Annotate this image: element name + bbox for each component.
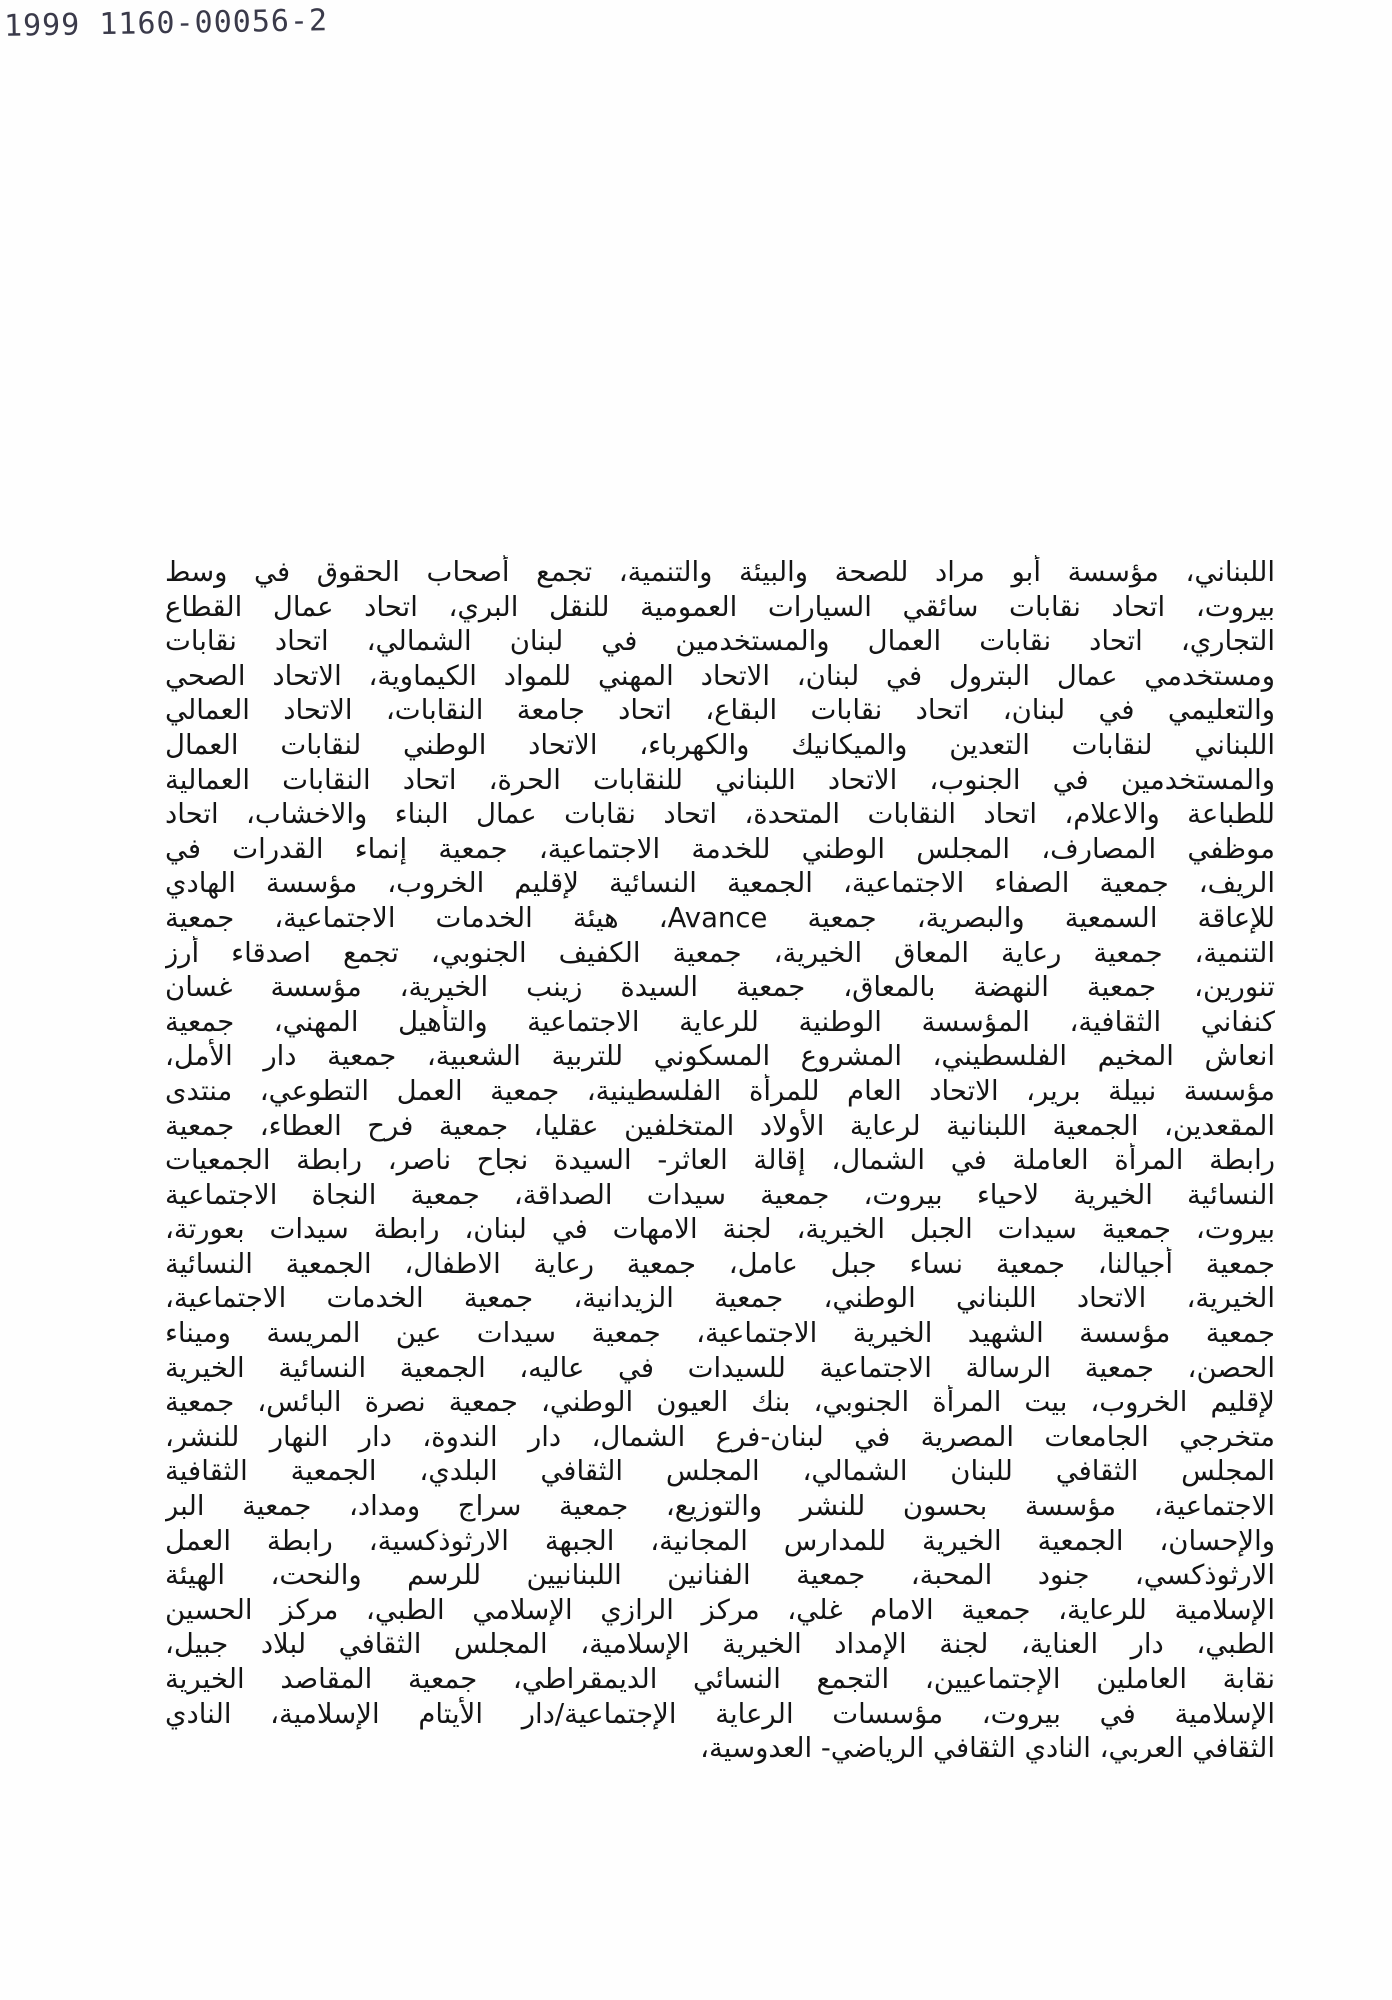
text-line: متخرجي الجامعات المصرية في لبنان-فرع الشمال، دار الندوة، دار النهار للنشر، [165, 1420, 1275, 1453]
text-line: المقعدين، الجمعية اللبنانية لرعاية الأولاد المتخلفين عقليا، جمعية فرح العطاء، جمعية [165, 1109, 1275, 1142]
text-line: التجاري، اتحاد نقابات العمال والمستخدمين في لبنان الشمالي، اتحاد نقابات [165, 625, 1275, 658]
text-line: الثقافي العربي، النادي الثقافي الرياضي- العدوسية، [700, 1732, 1275, 1765]
document-body-text [165, 555, 1275, 1766]
text-line: النسائية الخيرية لاحياء بيروت، جمعية سيدات الصداقة، جمعية النجاة الاجتماعية [165, 1178, 1275, 1211]
text-line: الطبي، دار العناية، لجنة الإمداد الخيرية الإسلامية، المجلس الثقافي لبلاد جبيل، [165, 1628, 1275, 1661]
text-line: تنورين، جمعية النهضة بالمعاق، جمعية السيدة زينب الخيرية، مؤسسة غسان [165, 971, 1275, 1004]
text-line: الإسلامية للرعاية، جمعية الامام غلي، مركز الرازي الإسلامي الطبي، مركز الحسين [165, 1593, 1275, 1626]
text-line: الإسلامية في بيروت، مؤسسات الرعاية الإجتماعية/دار الأيتام الإسلامية، النادي [165, 1697, 1275, 1730]
text-line: والتعليمي في لبنان، اتحاد نقابات البقاع، اتحاد جامعة النقابات، الاتحاد العمالي [165, 694, 1275, 727]
text-line: رابطة المرأة العاملة في الشمال، إقالة العاثر- السيدة نجاح ناصر، رابطة الجمعيات [165, 1144, 1275, 1177]
handwritten-reference-number: 1999 1160-00056-2 [3, 3, 329, 44]
text-line: الارثوذكسي، جنود المحبة، جمعية الفنانين اللبنانيين للرسم والنحت، الهيئة [165, 1559, 1275, 1592]
text-line: كنفاني الثقافية، المؤسسة الوطنية للرعاية الاجتماعية والتأهيل المهني، جمعية [165, 1005, 1275, 1038]
text-line: التنمية، جمعية رعاية المعاق الخيرية، جمعية الكفيف الجنوبي، تجمع اصدقاء أرز [165, 936, 1275, 969]
text-line: موظفي المصارف، المجلس الوطني للخدمة الاجتماعية، جمعية إنماء القدرات في [165, 832, 1275, 865]
text-line: اللبناني، مؤسسة أبو مراد للصحة والبيئة والتنمية، تجمع أصحاب الحقوق في وسط [165, 556, 1275, 588]
text-line: انعاش المخيم الفلسطيني، المشروع المسكوني للتربية الشعبية، جمعية دار الأمل، [165, 1040, 1275, 1073]
text-line: اللبناني لنقابات التعدين والميكانيك والكهرباء، الاتحاد الوطني لنقابات العمال [165, 728, 1275, 761]
text-line: جمعية أجيالنا، جمعية نساء جبل عامل، جمعية رعاية الاطفال، الجمعية النسائية [165, 1247, 1275, 1280]
text-line: المجلس الثقافي للبنان الشمالي، المجلس الثقافي البلدي، الجمعية الثقافية [165, 1455, 1275, 1488]
text-line: للإعاقة السمعية والبصرية، جمعية Avance، هيئة الخدمات الاجتماعية، جمعية [165, 901, 1275, 934]
text-line: بيروت، جمعية سيدات الجبل الخيرية، لجنة الامهات في لبنان، رابطة سيدات بعورتة، [165, 1213, 1275, 1246]
text-line: والمستخدمين في الجنوب، الاتحاد اللبناني للنقابات الحرة، اتحاد النقابات العمالية [165, 763, 1275, 796]
text-line: للطباعة والاعلام، اتحاد النقابات المتحدة، اتحاد نقابات عمال البناء والاخشاب، اتحاد [165, 798, 1275, 831]
text-line: نقابة العاملين الإجتماعيين، التجمع النسائي الديمقراطي، جمعية المقاصد الخيرية [165, 1663, 1275, 1695]
text-line: الحصن، جمعية الرسالة الاجتماعية للسيدات في عاليه، الجمعية النسائية الخيرية [165, 1351, 1275, 1384]
text-line: الريف، جمعية الصفاء الاجتماعية، الجمعية النسائية لإقليم الخروب، مؤسسة الهادي [165, 867, 1275, 900]
text-line: الخيرية، الاتحاد اللبناني الوطني، جمعية الزيدانية، جمعية الخدمات الاجتماعية، [165, 1282, 1275, 1315]
text-line: مؤسسة نبيلة برير، الاتحاد العام للمرأة الفلسطينية، جمعية العمل التطوعي، منتدى [165, 1074, 1275, 1107]
text-line: لإقليم الخروب، بيت المرأة الجنوبي، بنك العيون الوطني، جمعية نصرة البائس، جمعية [165, 1386, 1275, 1419]
text-line: والإحسان، الجمعية الخيرية للمدارس المجانية، الجبهة الارثوذكسية، رابطة العمل [165, 1524, 1275, 1557]
text-line: ومستخدمي عمال البترول في لبنان، الاتحاد المهني للمواد الكيماوية، الاتحاد الصحي [165, 659, 1275, 692]
text-line: جمعية مؤسسة الشهيد الخيرية الاجتماعية، جمعية سيدات عين المريسة وميناء [165, 1317, 1275, 1350]
text-line: الاجتماعية، مؤسسة بحسون للنشر والتوزيع، جمعية سراج ومداد، جمعية البر [165, 1490, 1275, 1523]
text-line: بيروت، اتحاد نقابات سائقي السيارات العمومية للنقل البري، اتحاد عمال القطاع [165, 590, 1275, 623]
